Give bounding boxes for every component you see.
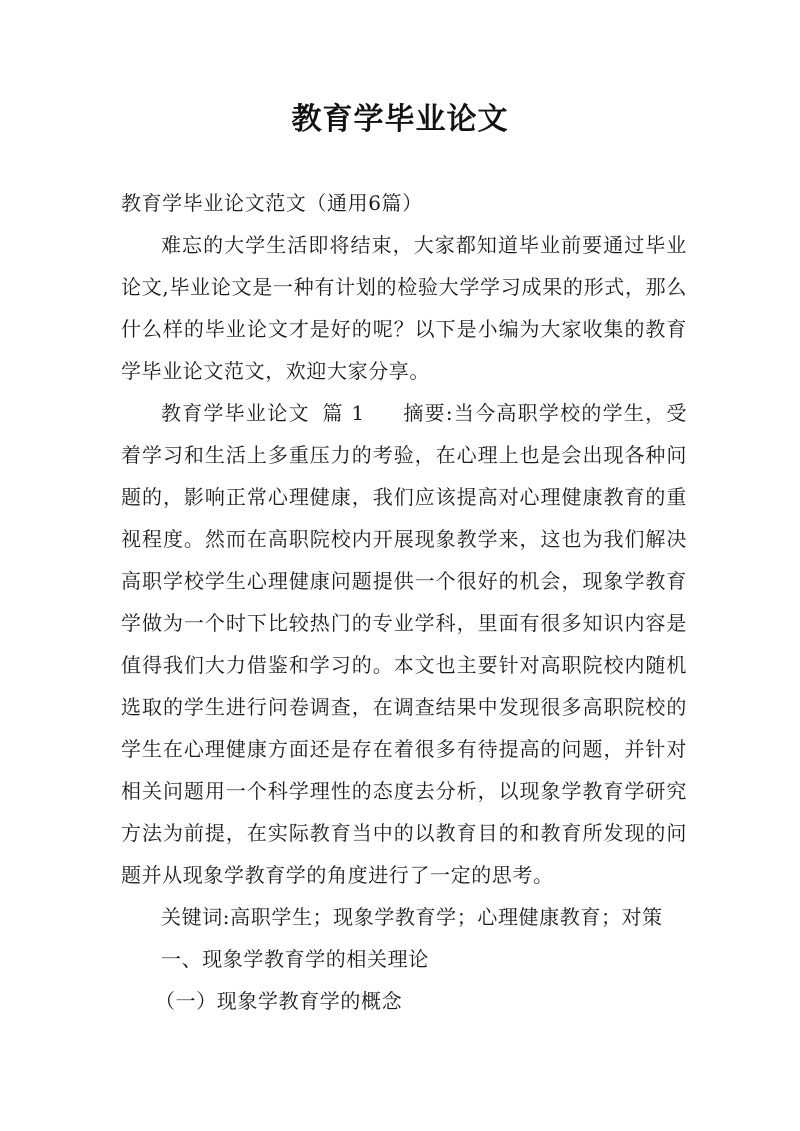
section-heading-2: （一）现象学教育学的概念 <box>155 989 403 1013</box>
section-number: 篇 1 <box>321 401 365 425</box>
section-heading-1: 一、现象学教育学的相关理论 <box>161 947 429 971</box>
keywords-paragraph: 关键词:高职学生；现象学教育学；心理健康教育；对策 <box>161 905 663 929</box>
abstract-paragraph <box>121 392 687 896</box>
document-title: 教育学毕业论文 <box>291 102 509 137</box>
intro-paragraph: 难忘的大学生活即将结束，大家都知道毕业前要通过毕业论文,毕业论文是一种有计划的检验大学学习成果的形式，那么什么样的毕业论文才是好的呢？以下是小编为大家收集的教育学毕业论文范文，欢迎大家分享。 <box>121 233 687 383</box>
section-label: 教育学毕业论文 <box>161 401 310 425</box>
document-body <box>121 182 687 1022</box>
document-subtitle: 教育学毕业论文范文（通用6篇） <box>121 191 423 215</box>
abstract-text: 摘要:当今高职学校的学生，受着学习和生活上多重压力的考验，在心理上也是会出现各种问题的，影响正常心理健康，我们应该提高对心理健康教育的重视程度。然而在高职院校内开展现象教学来，这也为我们解决高职学校学生心理健康问题提供一个很好的机会，现象学教育学做为一个时下比较热门的专业学科，里面有很多知识内容是值得我们大力借鉴和学习的。本文也主要针对高职院校内随机选取的学生进行问卷调查，在调查结果中发现很多高职院校的学生在心理健康方面还是存在着很多有待提高的问题，并针对相关问题用一个科学理性的态度去分析，以现象学教育学研究方法为前提，在实际教育当中的以教育目的和教育所发现的问题并从现象学教育学的角度进行了一定的思考。 <box>121 401 688 887</box>
